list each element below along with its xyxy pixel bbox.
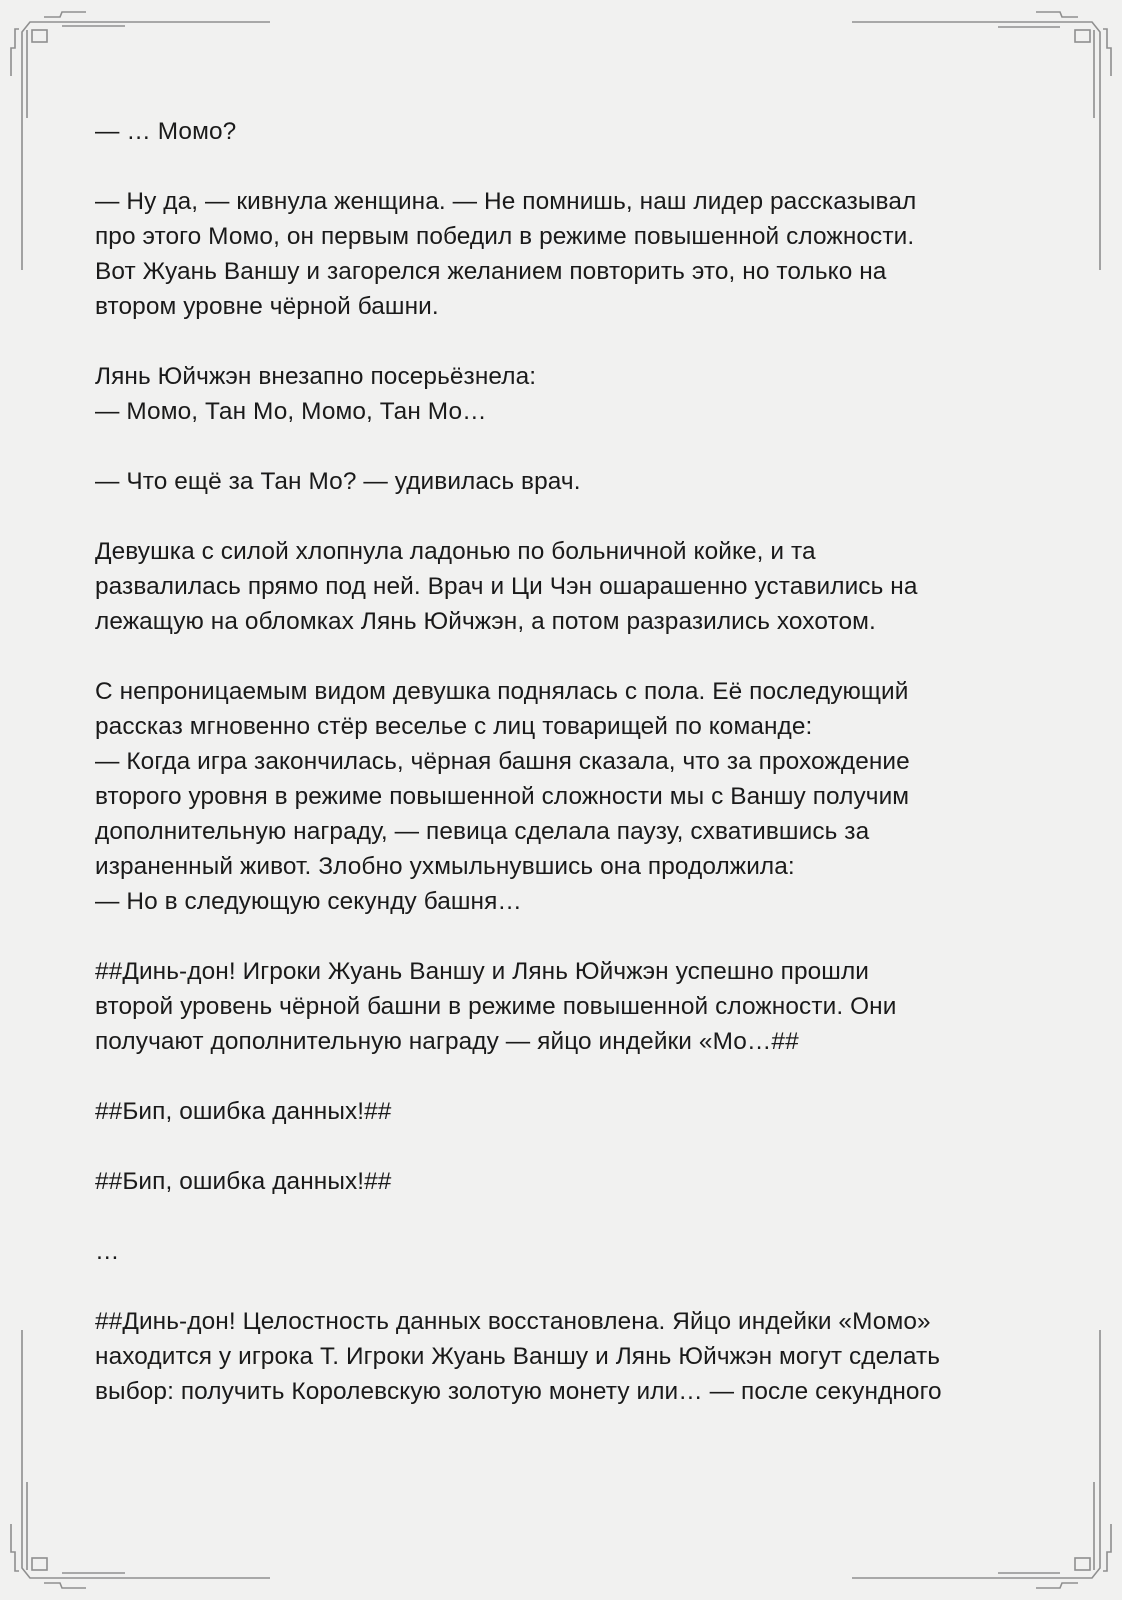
- text-line: …: [95, 1238, 120, 1265]
- text-line: ##Динь-дон! Игроки Жуань Ваншу и Лянь Юйчжэн успешно прошли: [95, 958, 870, 985]
- system-message-paragraph: [95, 1094, 1015, 1129]
- text-line: — Что ещё за Тан Мо? — удивилась врач.: [95, 468, 581, 495]
- document-body: [95, 114, 1015, 1444]
- text-line: выбор: получить Королевскую золотую монету или… — после секундного: [95, 1378, 942, 1405]
- text-line: ##Бип, ошибка данных!##: [95, 1168, 392, 1195]
- text-line: втором уровне чёрной башни.: [95, 293, 439, 320]
- ellipsis-paragraph: [95, 1234, 1015, 1269]
- paragraph: [95, 359, 1015, 429]
- text-line: Девушка с силой хлопнула ладонью по больничной койке, и та: [95, 538, 816, 565]
- text-line: С непроницаемым видом девушка поднялась с пола. Её последующий: [95, 678, 909, 705]
- paragraph: [95, 534, 1015, 639]
- text-line: дополнительную награду, — певица сделала паузу, схватившись за: [95, 818, 870, 845]
- text-line: находится у игрока Т. Игроки Жуань Ваншу и Лянь Юйчжэн могут сделать: [95, 1343, 941, 1370]
- text-line: ##Динь-дон! Целостность данных восстановлена. Яйцо индейки «Момо»: [95, 1308, 931, 1335]
- text-line: Вот Жуань Ваншу и загорелся желанием повторить это, но только на: [95, 258, 887, 285]
- text-line: — Когда игра закончилась, чёрная башня сказала, что за прохождение: [95, 748, 910, 775]
- paragraph: [95, 184, 1015, 324]
- system-message-paragraph: [95, 1304, 1015, 1409]
- text-line: ##Бип, ошибка данных!##: [95, 1098, 392, 1125]
- text-line: про этого Момо, он первым победил в режиме повышенной сложности.: [95, 223, 915, 250]
- text-line: — Момо, Тан Мо, Момо, Тан Мо…: [95, 398, 487, 425]
- system-message-paragraph: [95, 1164, 1015, 1199]
- system-message-paragraph: [95, 954, 1015, 1059]
- text-line: Лянь Юйчжэн внезапно посерьёзнела:: [95, 363, 537, 390]
- text-line: второй уровень чёрной башни в режиме повышенной сложности. Они: [95, 993, 897, 1020]
- frame-ornament-square-icon: [1075, 1558, 1090, 1570]
- text-line: второго уровня в режиме повышенной сложности мы с Ваншу получим: [95, 783, 910, 810]
- text-line: израненный живот. Злобно ухмыльнувшись она продолжила:: [95, 853, 795, 880]
- paragraph: [95, 464, 1015, 499]
- text-line: развалилась прямо под ней. Врач и Ци Чэн ошарашенно уставились на: [95, 573, 918, 600]
- text-line: рассказ мгновенно стёр веселье с лиц товарищей по команде:: [95, 713, 813, 740]
- paragraph: [95, 114, 1015, 149]
- text-line: — Но в следующую секунду башня…: [95, 888, 522, 915]
- paragraph: [95, 674, 1015, 919]
- frame-ornament-square-icon: [32, 30, 47, 42]
- text-line: — … Момо?: [95, 118, 237, 145]
- frame-ornament-square-icon: [32, 1558, 47, 1570]
- text-line: лежащую на обломках Лянь Юйчжэн, а потом разразились хохотом.: [95, 608, 876, 635]
- text-line: получают дополнительную награду — яйцо индейки «Мо…##: [95, 1028, 799, 1055]
- frame-ornament-square-icon: [1075, 30, 1090, 42]
- text-line: — Ну да, — кивнула женщина. — Не помнишь, наш лидер рассказывал: [95, 188, 917, 215]
